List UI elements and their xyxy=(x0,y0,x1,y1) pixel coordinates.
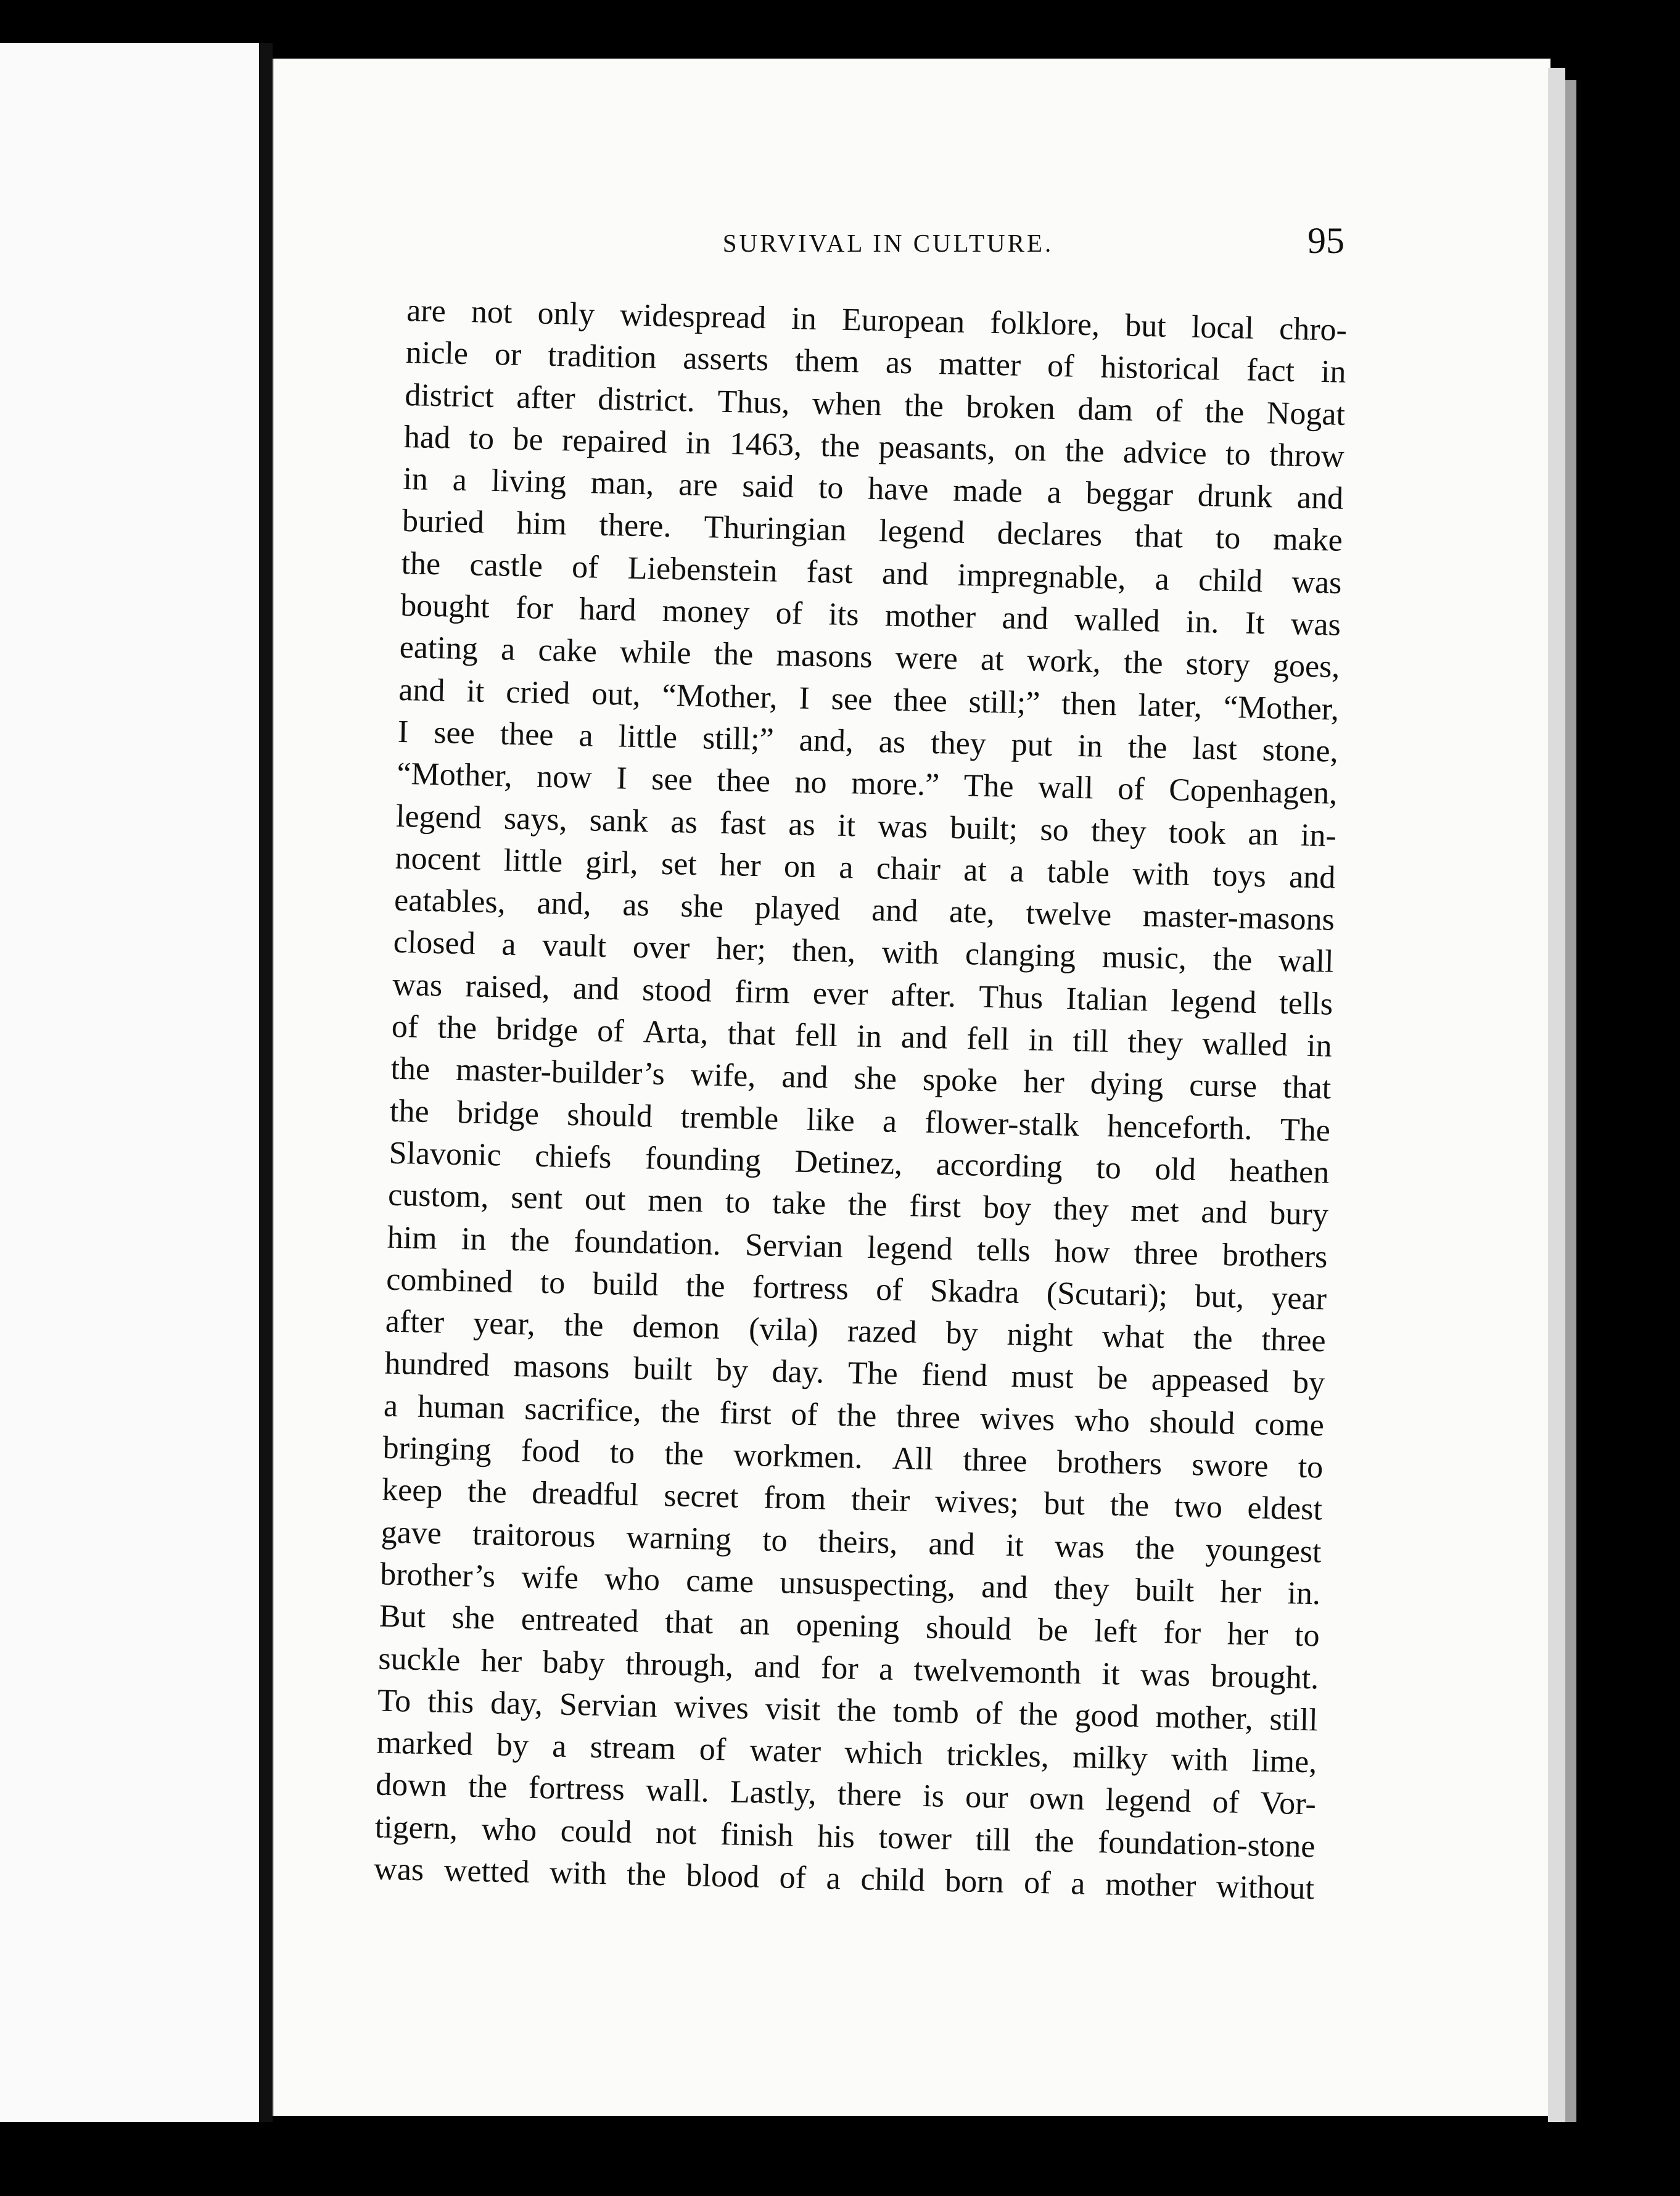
text-line: bringing food to the workmen. All three brothers swore to xyxy=(382,1430,1324,1485)
text-line: after year, the demon (vila) razed by night what the three xyxy=(385,1303,1327,1359)
text-line: Slavonic chiefs founding Detinez, according to old heathen xyxy=(389,1135,1330,1191)
text-line: brother’s wife who came unsuspecting, and they built her in. xyxy=(379,1556,1321,1612)
text-line: was raised, and stood firm ever after. Thus Italian legend tells xyxy=(392,967,1333,1022)
text-line: was wetted with the blood of a child born of a mother without xyxy=(373,1851,1315,1907)
text-line: buried him there. Thuringian legend declares that to make xyxy=(401,503,1343,559)
text-line: But she entreated that an opening should be left for her to xyxy=(379,1598,1320,1654)
text-line: eatables, and, as she played and ate, twelve master-masons xyxy=(393,882,1335,938)
text-line: custom, sent out men to take the first boy they met and bury xyxy=(387,1177,1329,1232)
text-line: had to be repaired in 1463, the peasants, on the advice to throw xyxy=(403,419,1345,474)
text-line: combined to build the fortress of Skadra (Scutari); but, year xyxy=(385,1261,1327,1317)
page-edge-shadow xyxy=(1565,80,1576,2122)
text-line: the master-builder’s wife, and she spoke her dying curse that xyxy=(390,1051,1332,1106)
text-line: are not only widespread in European folklore, but local chro- xyxy=(406,292,1348,348)
text-line: hundred masons built by day. The fiend must be appeased by xyxy=(384,1346,1325,1401)
text-line: legend says, sank as fast as it was built; so they took an in- xyxy=(395,798,1337,854)
text-line: I see thee a little still;” and, as they put in the last stone, xyxy=(397,714,1339,769)
text-line: nicle or tradition asserts them as matter of historical fact in xyxy=(405,335,1347,390)
text-line: gave traitorous warning to theirs, and it was the youngest xyxy=(381,1514,1322,1570)
text-line: and it cried out, “Mother, I see thee still;” then later, “Mother, xyxy=(398,672,1340,727)
text-line: To this day, Servian wives visit the tomb of the good mother, still xyxy=(377,1683,1319,1738)
text-line: in a living man, are said to have made a beggar drunk and xyxy=(402,461,1344,517)
text-line: a human sacrifice, the first of the three wives who should come xyxy=(383,1388,1325,1443)
text-line: closed a vault over her; then, with clanging music, the wall xyxy=(393,925,1335,980)
text-line: him in the foundation. Servian legend tells how three brothers xyxy=(387,1220,1328,1275)
text-line: bought for hard money of its mother and walled in. It was xyxy=(400,587,1341,643)
text-line: the bridge should tremble like a flower-stalk henceforth. The xyxy=(389,1093,1331,1149)
text-line: keep the dreadful secret from their wives; but the two eldest xyxy=(381,1472,1323,1527)
text-line: tigern, who could not finish his tower till the foundation-stone xyxy=(374,1809,1316,1865)
page-edge xyxy=(1548,68,1565,2122)
text-line: of the bridge of Arta, that fell in and fell in till they walled in xyxy=(391,1009,1333,1064)
text-line: eating a cake while the masons were at work, the story goes, xyxy=(399,630,1340,685)
page-number: 95 xyxy=(1307,220,1344,261)
text-line: “Mother, now I see thee no more.” The wall of Copenhagen, xyxy=(396,756,1338,812)
text-line: down the fortress wall. Lastly, there is our own legend of Vor- xyxy=(375,1767,1317,1822)
text-line: marked by a stream of water which trickles, milky with lime, xyxy=(376,1725,1317,1780)
text-line: suckle her baby through, and for a twelvemonth it was brought. xyxy=(377,1641,1319,1696)
running-head: SURVIVAL IN CULTURE. xyxy=(722,229,1054,257)
text-line: the castle of Liebenstein fast and impregnable, a child was xyxy=(401,545,1342,601)
book-gutter xyxy=(259,43,273,2122)
text-line: district after district. Thus, when the broken dam of the Nogat xyxy=(404,377,1346,432)
text-line: nocent little girl, set her on a chair at a table with toys and xyxy=(395,840,1336,896)
previous-page-fragment xyxy=(0,43,261,2122)
body-text xyxy=(374,290,1348,1910)
